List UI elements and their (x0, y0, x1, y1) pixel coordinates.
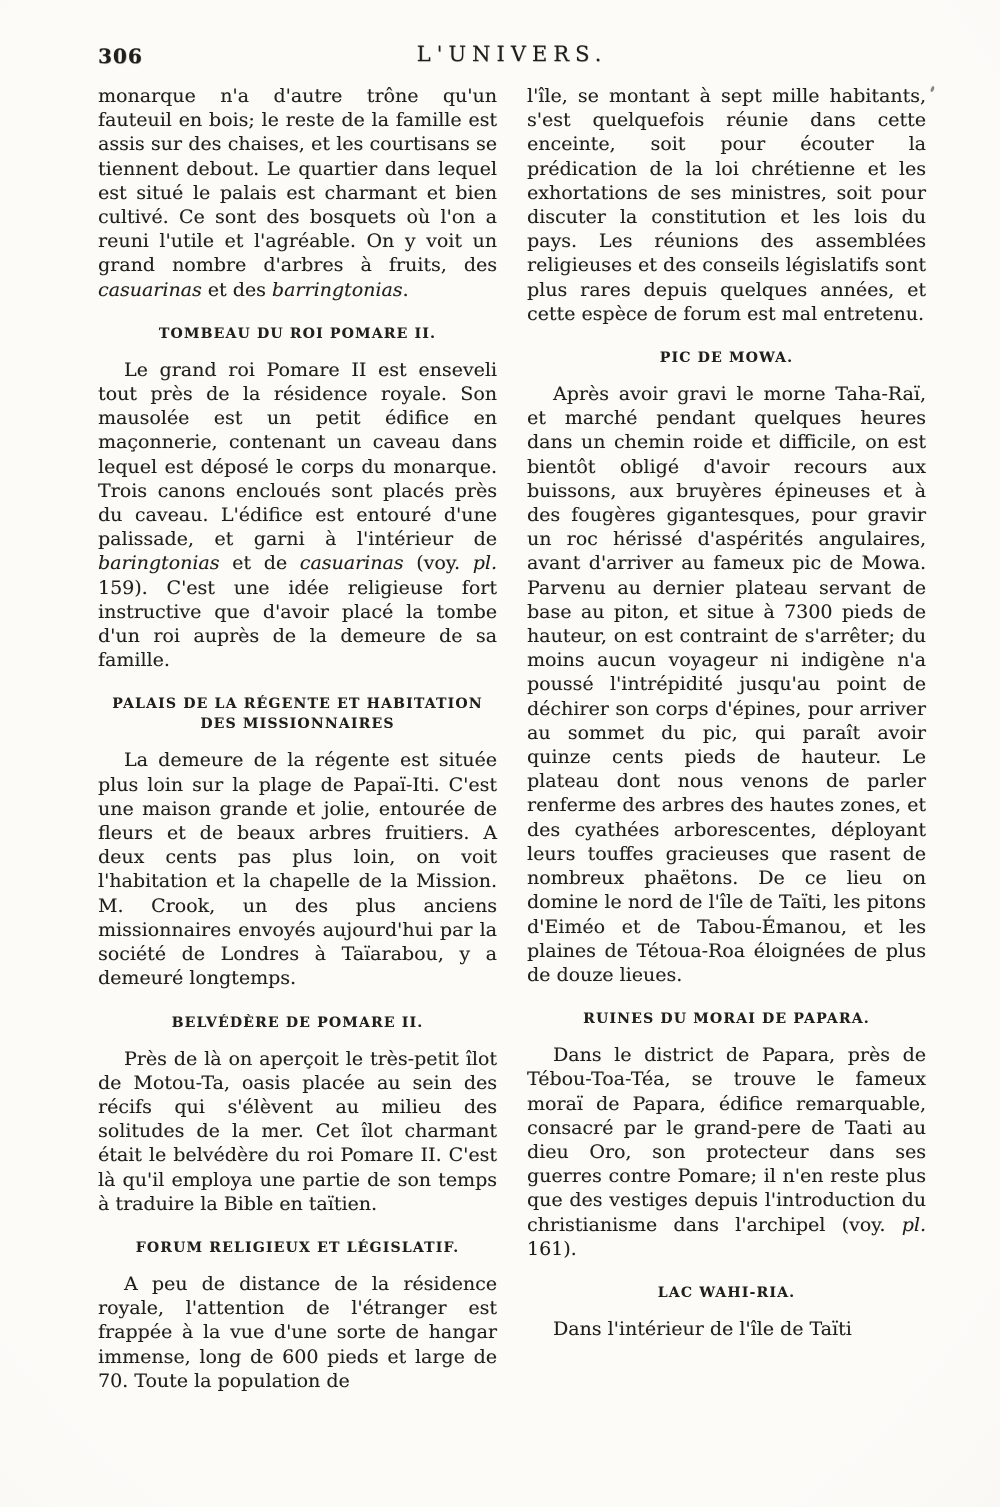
italic-term: casuarinas (98, 278, 202, 301)
paragraph: Le grand roi Pomare II est enseveli tout près de la résidence royale. Son mausolée est un petit édifice en maçonnerie, contenant un caveau dans lequel est déposé le corps du monarque. Trois canons encloués sont placés près du caveau. L'édifice est entouré d'une palissade, et garni à l'intérieur de baringtonias et de casuarinas (voy. pl. 159). C'est une idée religieuse fort instructive que d'avoir placé la tombe d'un roi auprès de la demeure de sa famille. (98, 358, 498, 672)
left-column (98, 84, 497, 1393)
italic-term: baringtonias (98, 552, 220, 575)
italic-term: casuarinas (299, 552, 404, 575)
paragraph: monarque n'a d'autre trône qu'un fauteuil en bois; le reste de la famille est assis sur des chaises, et les courtisans se tiennent debout. Le quartier dans lequel est situé le palais est charmant et bien cultivé. Ce sont des bosquets où l'on a reuni l'utile et l'agréable. On y voit un grand nombre d'arbres à fruits, des casuarinas et des barringtonias. (98, 85, 497, 301)
right-column (527, 84, 926, 1393)
section-heading: FORUM RELIGIEUX ET LÉGISLATIF. (135, 1239, 460, 1256)
italic-term: pl. (472, 552, 498, 575)
italic-term: pl. (901, 1213, 926, 1236)
page-number: 306 (98, 44, 143, 68)
italic-term: barringtonias (271, 278, 403, 301)
section-heading: LAC WAHI-RIA. (657, 1284, 796, 1301)
page-header (98, 42, 926, 72)
page-title: L'UNIVERS. (416, 42, 608, 66)
section-heading: RUINES DU MORAI DE PAPARA. (583, 1011, 870, 1028)
paragraph: l'île, se montant à sept mille habitants, s'est quelquefois réunie dans cette enceinte, soit pour écouter la prédication de la loi chrétienne et les exhortations de ses ministres, soit pour discuter la constitution et les lois du pays. Les réunions des assemblées religieuses et des conseils législatifs sont plus rares depuis quelques années, et cette espèce de forum est mal entretenu. (527, 85, 926, 325)
paragraph: Dans le district de Papara, près de Tébou-Toa-Téa, se trouve le fameux moraï de Papara, édifice remarquable, consacré par le grand-pere de Taati au dieu Oro, son protecteur dans ses guerres contre Pomare; il n'en reste plus que des vestiges depuis l'introduction du christianisme dans l'archipel (voy. pl. 161). (527, 1044, 926, 1260)
paragraph: La demeure de la régente est située plus loin sur la plage de Papaï-Iti. C'est une maison grande et jolie, entourée de fleurs et de beaux arbres fruitiers. A deux cents pas plus loin, on voit l'habitation et la chapelle de la Mission. M. Crook, un des plus anciens missionnaires envoyés aujourd'hui par la société de Londres à Taïarabou, y a demeuré longtemps. (98, 749, 497, 990)
paragraph: Dans l'intérieur de l'île de Taïti (553, 1317, 852, 1340)
section-heading: PIC DE MOWA. (659, 350, 794, 367)
paragraph: A peu de distance de la résidence royale, l'attention de l'étranger est frappée à la vue d'une sorte de hangar immense, long de 600 pieds et large de 70. Toute la population de (98, 1272, 497, 1392)
section-heading: PALAIS DE LA RÉGENTE ET HABITATION DES MISSIONNAIRES (112, 696, 483, 733)
paragraph: Après avoir gravi le morne Taha-Raï, et marché pendant quelques heures dans un chemin roide et difficile, on est bientôt obligé d'avoir recours aux buissons, aux bruyères épineuses et à des fougères gigantesques, pour gravir un roc hérissé d'aspérités angulaires, avant d'arriver au fameux pic de Mowa. Parvenu au dernier plateau servant de base au piton, et situe à 7300 pieds de hauteur, on est contraint de s'arrêter; du moins aucun voyageur ni indigène n'a poussé l'intrépidité jusqu'au point de déchirer son corps d'épines, pour arriver au sommet du pic, qui paraît avoir quinze cents pieds de hauteur. Le plateau dont nous venons de parler renferme des arbres des hautes zones, et des cyathées arborescentes, déployant leurs touffes gracieuses que rasent de nombreux phaëtons. De ce lieu on domine le nord de l'île de Taïti, les pitons d'Eiméo et de Tabou-Émanou, et les plaines de Tétoua-Roa éloignées de plus de douze lieues. (527, 383, 926, 986)
text-columns (98, 84, 926, 1393)
section-heading: BELVÉDÈRE DE POMARE II. (171, 1014, 424, 1031)
paragraph: Près de là on aperçoit le très-petit îlot de Motou-Ta, oasis placée au sein des récifs qui s'élèvent au milieu des solitudes de la mer. Cet îlot charmant était le belvédère du roi Pomare II. C'est là qu'il employa une partie de son temps à traduire la Bible en taïtien. (98, 1047, 497, 1215)
section-heading: TOMBEAU DU ROI POMARE II. (158, 325, 437, 342)
